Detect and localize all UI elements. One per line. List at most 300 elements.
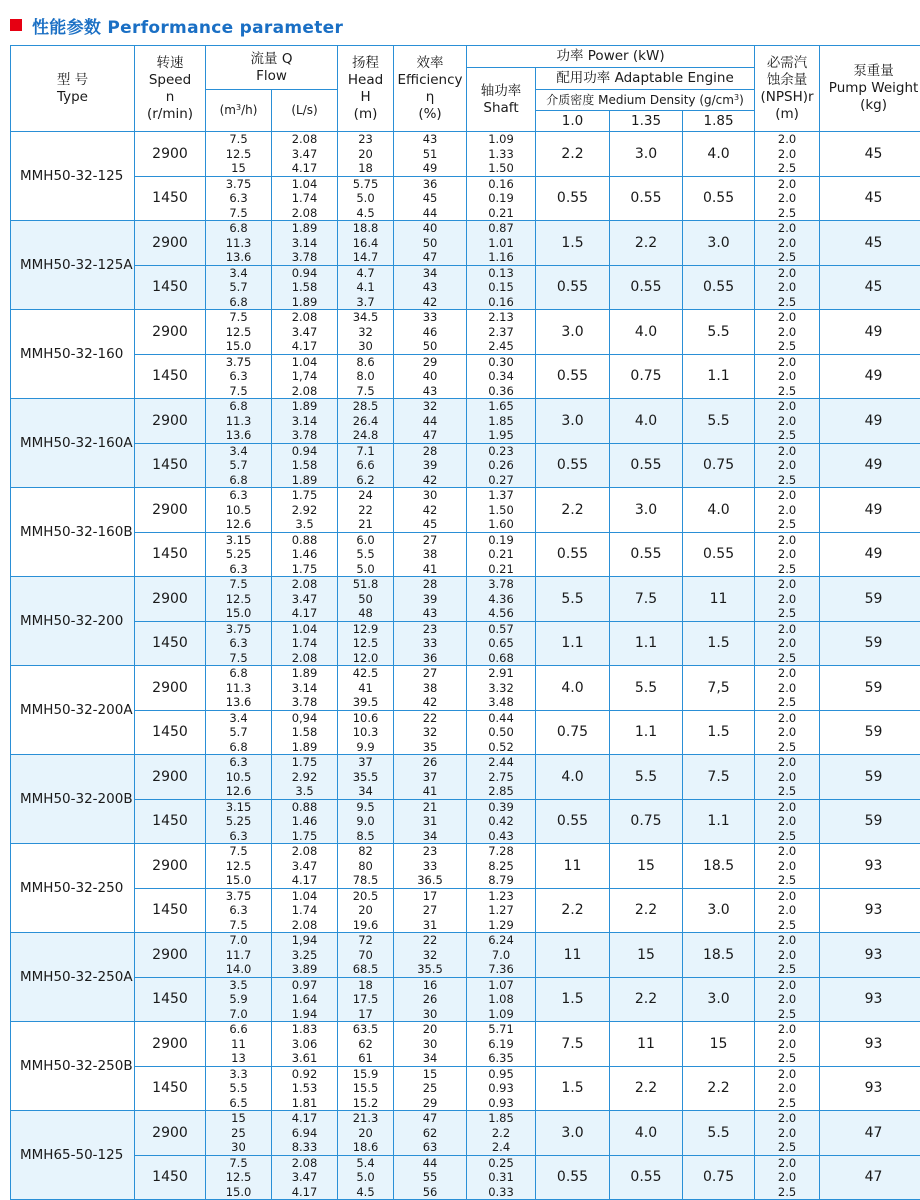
shaft-power-cell-value: 1.08 bbox=[488, 992, 514, 1006]
npsh-header: 必需汽 蚀余量 (NPSH)r (m) bbox=[755, 46, 820, 132]
flow-ls-cell-value: 1.75 bbox=[291, 755, 318, 769]
shaft-power-cell bbox=[467, 1111, 536, 1156]
engine-power-d1-cell: 11 bbox=[536, 844, 610, 889]
efficiency-cell bbox=[394, 354, 467, 399]
efficiency-cell-value: 32 bbox=[422, 725, 438, 739]
flow-ls-cell bbox=[272, 265, 338, 310]
flow-m3h-cell bbox=[206, 443, 272, 488]
efficiency-cell-value: 28 bbox=[422, 443, 438, 458]
flow-ls-cell-value: 1.89 bbox=[291, 739, 318, 754]
engine-power-d2-cell: 1.1 bbox=[610, 710, 683, 755]
engine-power-d1-cell: 0.75 bbox=[536, 710, 610, 755]
efficiency-cell-value: 29 bbox=[422, 1095, 438, 1110]
npsh-cell-value: 2.0 bbox=[777, 814, 797, 828]
model-name-cell: MMH50-32-200B bbox=[11, 755, 135, 844]
npsh-cell-value: 2.0 bbox=[777, 1022, 797, 1036]
flow-ls-cell-value: 2.92 bbox=[291, 769, 318, 784]
head-cell-value: 8.5 bbox=[356, 828, 375, 843]
head-cell-value: 7.1 bbox=[356, 443, 375, 458]
npsh-cell-value: 2.0 bbox=[777, 888, 797, 903]
table-row bbox=[11, 1022, 920, 1067]
efficiency-cell-value: 40 bbox=[422, 369, 438, 383]
head-cell bbox=[338, 1155, 394, 1200]
efficiency-cell-value: 27 bbox=[422, 903, 438, 917]
efficiency-cell-value: 43 bbox=[422, 280, 438, 294]
efficiency-cell bbox=[394, 933, 467, 978]
flow-ls-cell-value: 3.5 bbox=[295, 517, 314, 531]
flow-m3h-cell-value: 7.5 bbox=[229, 132, 248, 146]
flow-m3h-cell-value: 6.3 bbox=[229, 828, 248, 843]
flow-ls-cell-value: 4.17 bbox=[291, 1184, 318, 1199]
engine-power-d2-cell: 0.55 bbox=[610, 265, 683, 310]
head-cell-value: 6.0 bbox=[356, 532, 375, 547]
engine-power-d3-cell: 18.5 bbox=[683, 844, 755, 889]
engine-power-d1-cell: 1.1 bbox=[536, 621, 610, 666]
npsh-cell-value: 2.0 bbox=[777, 324, 797, 339]
efficiency-cell-value: 21 bbox=[422, 799, 438, 814]
flow-m3h-cell-value: 7.5 bbox=[229, 1155, 248, 1170]
npsh-cell-value: 2.0 bbox=[777, 844, 797, 858]
head-cell-value: 5.0 bbox=[356, 1170, 375, 1184]
head-cell bbox=[338, 710, 394, 755]
flow-m3h-cell bbox=[206, 310, 272, 355]
speed-cell: 2900 bbox=[135, 755, 206, 800]
head-cell bbox=[338, 933, 394, 978]
flow-ls-cell bbox=[272, 888, 338, 933]
shaft-power-cell-value: 4.36 bbox=[488, 591, 514, 606]
flow-m3h-cell-value: 6.5 bbox=[229, 1095, 248, 1110]
efficiency-cell-value: 30 bbox=[422, 1006, 438, 1021]
speed-header: 转速 Speed n (r/min) bbox=[135, 46, 206, 132]
efficiency-cell bbox=[394, 577, 467, 622]
npsh-cell bbox=[755, 354, 820, 399]
flow-ls-cell-value: 1.58 bbox=[291, 458, 318, 472]
shaft-power-cell-value: 0.36 bbox=[488, 383, 514, 398]
flow-m3h-cell bbox=[206, 755, 272, 800]
flow-ls-cell-value: 0.94 bbox=[291, 265, 318, 280]
flow-m3h-cell-value: 5.9 bbox=[229, 992, 248, 1006]
flow-ls-cell bbox=[272, 977, 338, 1022]
efficiency-cell-value: 27 bbox=[422, 666, 438, 680]
npsh-cell-value: 2.5 bbox=[777, 205, 797, 220]
efficiency-cell-value: 46 bbox=[422, 324, 438, 339]
weight-header: 泵重量 Pump Weight (kg) bbox=[820, 46, 920, 132]
table-row bbox=[11, 1111, 920, 1156]
shaft-power-cell bbox=[467, 354, 536, 399]
table-row bbox=[11, 621, 920, 666]
flow-ls-cell-value: 3.61 bbox=[291, 1051, 318, 1065]
flow-m3h-cell-value: 3.4 bbox=[229, 443, 248, 458]
shaft-power-cell-value: 2.75 bbox=[488, 769, 514, 784]
efficiency-cell-value: 62 bbox=[422, 1125, 438, 1140]
title-text bbox=[32, 13, 343, 38]
efficiency-cell-value: 22 bbox=[422, 933, 438, 947]
efficiency-cell-value: 43 bbox=[422, 606, 438, 620]
flow-m3h-cell-value: 10.5 bbox=[225, 769, 252, 784]
head-cell bbox=[338, 399, 394, 444]
table-row bbox=[11, 844, 920, 889]
speed-cell: 1450 bbox=[135, 176, 206, 221]
table-row bbox=[11, 977, 920, 1022]
flow-m3h-cell-value: 12.6 bbox=[225, 517, 252, 531]
flow-ls-cell-value: 1.89 bbox=[291, 221, 318, 235]
npsh-cell-value: 2.5 bbox=[777, 1051, 797, 1065]
head-cell-value: 14.7 bbox=[352, 250, 379, 264]
engine-power-d3-cell: 0.55 bbox=[683, 176, 755, 221]
shaft-power-cell-value: 1.85 bbox=[488, 1111, 514, 1125]
npsh-cell-value: 2.5 bbox=[777, 383, 797, 398]
shaft-power-cell-value: 3.78 bbox=[488, 577, 514, 591]
head-cell-value: 15.9 bbox=[352, 1066, 379, 1081]
flow-m3h-cell-value: 12.5 bbox=[225, 146, 252, 161]
engine-power-d1-cell: 1.5 bbox=[536, 977, 610, 1022]
engine-power-d2-cell: 2.2 bbox=[610, 1066, 683, 1111]
head-cell-value: 30 bbox=[358, 339, 373, 353]
efficiency-cell-value: 35.5 bbox=[417, 962, 443, 976]
pump-weight-cell: 59 bbox=[820, 755, 920, 800]
head-cell-value: 20 bbox=[358, 1125, 373, 1140]
shaft-power-cell-value: 1.95 bbox=[488, 428, 514, 442]
shaft-power-cell-value: 7.28 bbox=[488, 844, 514, 858]
flow-ls-cell-value: 1.89 bbox=[291, 294, 318, 309]
pump-weight-cell: 45 bbox=[820, 176, 920, 221]
shaft-power-cell-value: 0.34 bbox=[488, 369, 514, 383]
speed-cell: 2900 bbox=[135, 844, 206, 889]
flow-m3h-cell-value: 6.3 bbox=[229, 488, 248, 502]
shaft-power-cell-value: 0.87 bbox=[488, 221, 514, 235]
npsh-cell-value: 2.0 bbox=[777, 1036, 797, 1051]
flow-ls-cell bbox=[272, 1155, 338, 1200]
efficiency-cell-value: 31 bbox=[422, 814, 438, 828]
npsh-cell-value: 2.0 bbox=[777, 947, 797, 962]
speed-cell: 2900 bbox=[135, 221, 206, 266]
engine-power-d3-cell: 1.1 bbox=[683, 354, 755, 399]
engine-power-d2-cell: 0.55 bbox=[610, 1155, 683, 1200]
head-cell-value: 5.0 bbox=[356, 191, 375, 205]
flow-ls-cell-value: 3.47 bbox=[291, 858, 318, 873]
shaft-power-cell-value: 0.21 bbox=[488, 547, 514, 561]
flow-ls-cell-value: 1.75 bbox=[291, 488, 318, 502]
head-cell bbox=[338, 1066, 394, 1111]
head-cell-value: 3.7 bbox=[356, 294, 375, 309]
flow-m3h-cell-value: 12.5 bbox=[225, 858, 252, 873]
head-cell bbox=[338, 1111, 394, 1156]
npsh-cell-value: 2.5 bbox=[777, 739, 797, 754]
efficiency-cell-value: 26 bbox=[422, 992, 438, 1006]
flow-ls-cell bbox=[272, 310, 338, 355]
npsh-cell-value: 2.5 bbox=[777, 962, 797, 976]
flow-m3h-cell-value: 15.0 bbox=[225, 606, 252, 620]
head-cell-value: 26.4 bbox=[352, 413, 379, 428]
model-name-cell: MMH50-32-160 bbox=[11, 310, 135, 399]
efficiency-cell-value: 27 bbox=[422, 532, 438, 547]
flow-ls-cell-value: 1.04 bbox=[291, 621, 318, 636]
efficiency-cell-value: 16 bbox=[422, 977, 438, 992]
npsh-cell-value: 2.0 bbox=[777, 146, 797, 161]
shaft-power-cell-value: 6.24 bbox=[488, 933, 514, 947]
flow-ls-cell-value: 3.78 bbox=[291, 250, 318, 264]
shaft-power-cell-value: 1.23 bbox=[488, 888, 514, 903]
head-cell-value: 63.5 bbox=[352, 1022, 379, 1036]
engine-power-d1-cell: 0.55 bbox=[536, 176, 610, 221]
table-row bbox=[11, 710, 920, 755]
model-name-cell: MMH50-32-200 bbox=[11, 577, 135, 666]
flow-ls-cell-value: 3.47 bbox=[291, 1170, 318, 1184]
shaft-power-cell-value: 0.21 bbox=[488, 561, 514, 576]
shaft-power-cell-value: 0.23 bbox=[488, 443, 514, 458]
engine-power-d2-cell: 0.55 bbox=[610, 176, 683, 221]
engine-power-d3-cell: 4.0 bbox=[683, 132, 755, 177]
head-cell-value: 10.6 bbox=[352, 710, 379, 725]
efficiency-cell-value: 38 bbox=[422, 547, 438, 561]
shaft-power-cell-value: 0.93 bbox=[488, 1095, 514, 1110]
engine-power-d1-cell: 0.55 bbox=[536, 532, 610, 577]
npsh-cell-value: 2.0 bbox=[777, 636, 797, 650]
engine-power-d1-cell: 2.2 bbox=[536, 132, 610, 177]
flow-ls-cell bbox=[272, 532, 338, 577]
flow-ls-cell-value: 1.83 bbox=[291, 1022, 318, 1036]
engine-power-d3-cell: 1.1 bbox=[683, 799, 755, 844]
head-cell bbox=[338, 621, 394, 666]
head-cell bbox=[338, 132, 394, 177]
head-cell-value: 62 bbox=[358, 1036, 373, 1051]
table-row bbox=[11, 1155, 920, 1200]
shaft-power-cell bbox=[467, 443, 536, 488]
head-cell-value: 5.4 bbox=[356, 1155, 375, 1170]
flow-m3h-cell bbox=[206, 176, 272, 221]
engine-power-d2-cell: 3.0 bbox=[610, 488, 683, 533]
shaft-power-cell-value: 1.33 bbox=[488, 146, 514, 161]
efficiency-cell bbox=[394, 132, 467, 177]
engine-power-d1-cell: 0.55 bbox=[536, 354, 610, 399]
table-row bbox=[11, 399, 920, 444]
flow-m3h-cell bbox=[206, 488, 272, 533]
shaft-power-cell-value: 1.16 bbox=[488, 250, 514, 264]
engine-power-d2-cell: 2.2 bbox=[610, 888, 683, 933]
shaft-power-cell bbox=[467, 888, 536, 933]
speed-cell: 2900 bbox=[135, 132, 206, 177]
flow-m3h-cell-value: 6.3 bbox=[229, 369, 248, 383]
speed-cell: 2900 bbox=[135, 933, 206, 978]
model-name-cell: MMH50-32-125 bbox=[11, 132, 135, 221]
shaft-power-cell-value: 0.57 bbox=[488, 621, 514, 636]
flow-m3h-cell-value: 7.5 bbox=[229, 205, 248, 220]
shaft-power-cell bbox=[467, 1155, 536, 1200]
head-cell-value: 8.0 bbox=[356, 369, 375, 383]
efficiency-cell-value: 43 bbox=[422, 132, 438, 146]
npsh-cell bbox=[755, 755, 820, 800]
flow-m3h-cell-value: 5.7 bbox=[229, 280, 248, 294]
density-1-header: 1.0 bbox=[536, 111, 610, 132]
flow-ls-cell-value: 0,94 bbox=[291, 710, 318, 725]
efficiency-cell bbox=[394, 977, 467, 1022]
flow-m3h-cell-value: 7.5 bbox=[229, 844, 248, 858]
head-cell bbox=[338, 443, 394, 488]
pump-weight-cell: 49 bbox=[820, 443, 920, 488]
shaft-power-cell-value: 6.19 bbox=[488, 1036, 514, 1051]
npsh-cell bbox=[755, 888, 820, 933]
model-name-cell: MMH50-32-250A bbox=[11, 933, 135, 1022]
efficiency-cell-value: 15 bbox=[422, 1066, 438, 1081]
head-cell bbox=[338, 221, 394, 266]
shaft-power-header: 轴功率 Shaft bbox=[467, 68, 536, 132]
flow-ls-cell bbox=[272, 132, 338, 177]
npsh-cell-value: 2.0 bbox=[777, 280, 797, 294]
head-cell-value: 61 bbox=[358, 1051, 373, 1065]
head-cell-value: 28.5 bbox=[352, 399, 379, 413]
head-cell-value: 22 bbox=[358, 502, 373, 517]
table-row bbox=[11, 488, 920, 533]
shaft-power-cell-value: 0.93 bbox=[488, 1081, 514, 1095]
table-row bbox=[11, 221, 920, 266]
shaft-power-cell-value: 1.50 bbox=[488, 161, 514, 175]
efficiency-cell-value: 35 bbox=[422, 739, 438, 754]
flow-m3h-cell-value: 3.75 bbox=[225, 354, 252, 369]
head-cell-value: 39.5 bbox=[352, 695, 379, 709]
head-cell-value: 82 bbox=[358, 844, 373, 858]
table-row bbox=[11, 532, 920, 577]
npsh-cell-value: 2.0 bbox=[777, 903, 797, 917]
flow-ls-cell-value: 2.08 bbox=[291, 844, 318, 858]
flow-ls-cell bbox=[272, 666, 338, 711]
npsh-cell-value: 2.0 bbox=[777, 1066, 797, 1081]
engine-power-d1-cell: 5.5 bbox=[536, 577, 610, 622]
head-cell-value: 17.5 bbox=[352, 992, 379, 1006]
flow-ls-cell-value: 3.25 bbox=[291, 947, 318, 962]
flow-ls-cell-value: 1.64 bbox=[291, 992, 318, 1006]
npsh-cell-value: 2.0 bbox=[777, 858, 797, 873]
pump-weight-cell: 49 bbox=[820, 310, 920, 355]
npsh-cell-value: 2.0 bbox=[777, 1170, 797, 1184]
flow-m3h-cell-value: 5.5 bbox=[229, 1081, 248, 1095]
flow-ls-cell-value: 1,94 bbox=[291, 933, 318, 947]
efficiency-cell-value: 51 bbox=[422, 146, 438, 161]
head-cell-value: 6.6 bbox=[356, 458, 375, 472]
shaft-power-cell-value: 1.07 bbox=[488, 977, 514, 992]
head-cell-value: 34 bbox=[358, 784, 373, 798]
shaft-power-cell-value: 1.50 bbox=[488, 502, 514, 517]
shaft-power-cell-value: 0.25 bbox=[488, 1155, 514, 1170]
flow-ls-cell-value: 3.78 bbox=[291, 428, 318, 442]
efficiency-cell-value: 31 bbox=[422, 917, 438, 932]
flow-ls-cell-value: 3.78 bbox=[291, 695, 318, 709]
flow-m3h-cell-value: 7.5 bbox=[229, 650, 248, 665]
efficiency-cell-value: 33 bbox=[422, 310, 438, 324]
flow-m3h-cell-value: 14.0 bbox=[225, 962, 252, 976]
npsh-cell-value: 2.0 bbox=[777, 577, 797, 591]
engine-power-d2-cell: 3.0 bbox=[610, 132, 683, 177]
speed-cell: 1450 bbox=[135, 710, 206, 755]
npsh-cell-value: 2.0 bbox=[777, 977, 797, 992]
efficiency-cell-value: 33 bbox=[422, 858, 438, 873]
shaft-power-cell-value: 0.16 bbox=[488, 294, 514, 309]
efficiency-cell-value: 25 bbox=[422, 1081, 438, 1095]
shaft-power-cell-value: 8.79 bbox=[488, 873, 514, 887]
npsh-cell-value: 2.5 bbox=[777, 517, 797, 531]
shaft-power-cell bbox=[467, 621, 536, 666]
engine-power-d3-cell: 15 bbox=[683, 1022, 755, 1067]
flow-m3h-cell-value: 11 bbox=[231, 1036, 246, 1051]
flow-ls-cell-value: 2.92 bbox=[291, 502, 318, 517]
head-cell-value: 68.5 bbox=[352, 962, 379, 976]
table-row bbox=[11, 176, 920, 221]
flow-m3h-cell-value: 6.8 bbox=[229, 294, 248, 309]
shaft-power-cell-value: 0.26 bbox=[488, 458, 514, 472]
efficiency-cell-value: 38 bbox=[422, 680, 438, 695]
flow-ls-cell-value: 1.89 bbox=[291, 399, 318, 413]
engine-power-d3-cell: 5.5 bbox=[683, 310, 755, 355]
shaft-power-cell-value: 2.44 bbox=[488, 755, 514, 769]
efficiency-cell bbox=[394, 1111, 467, 1156]
head-cell-value: 7.5 bbox=[356, 383, 375, 398]
npsh-cell-value: 2.0 bbox=[777, 1155, 797, 1170]
shaft-power-cell bbox=[467, 1022, 536, 1067]
npsh-cell-value: 2.0 bbox=[777, 354, 797, 369]
model-name-cell: MMH50-32-250 bbox=[11, 844, 135, 933]
flow-m3h-cell-value: 15 bbox=[231, 161, 246, 175]
flow-ls-cell bbox=[272, 176, 338, 221]
table-row bbox=[11, 755, 920, 800]
speed-cell: 2900 bbox=[135, 666, 206, 711]
efficiency-cell bbox=[394, 666, 467, 711]
title-en: Performance parameter bbox=[107, 17, 344, 38]
title-marker-square bbox=[10, 19, 22, 31]
flow-ls-cell-value: 4.17 bbox=[291, 339, 318, 353]
flow-m3h-cell bbox=[206, 221, 272, 266]
npsh-cell bbox=[755, 799, 820, 844]
efficiency-cell bbox=[394, 443, 467, 488]
head-cell bbox=[338, 844, 394, 889]
head-cell-value: 42.5 bbox=[352, 666, 379, 680]
npsh-cell-value: 2.5 bbox=[777, 1184, 797, 1199]
npsh-cell-value: 2.0 bbox=[777, 547, 797, 561]
flow-ls-cell-value: 4.17 bbox=[291, 161, 318, 175]
npsh-cell-value: 2.0 bbox=[777, 799, 797, 814]
engine-power-d3-cell: 2.2 bbox=[683, 1066, 755, 1111]
flow-ls-cell-value: 2.08 bbox=[291, 1155, 318, 1170]
flow-m3h-cell-value: 12.6 bbox=[225, 784, 252, 798]
engine-power-d2-cell: 4.0 bbox=[610, 1111, 683, 1156]
head-cell bbox=[338, 755, 394, 800]
head-cell-value: 35.5 bbox=[352, 769, 379, 784]
shaft-power-cell bbox=[467, 844, 536, 889]
flow-ls-cell-value: 2.08 bbox=[291, 205, 318, 220]
npsh-cell bbox=[755, 221, 820, 266]
engine-power-d2-cell: 11 bbox=[610, 1022, 683, 1067]
engine-power-d3-cell: 0.75 bbox=[683, 1155, 755, 1200]
flow-ls-cell-value: 3.47 bbox=[291, 146, 318, 161]
flow-ls-cell-value: 8.33 bbox=[291, 1140, 318, 1154]
head-cell-value: 34.5 bbox=[352, 310, 379, 324]
npsh-cell-value: 2.5 bbox=[777, 606, 797, 620]
pump-weight-cell: 45 bbox=[820, 221, 920, 266]
speed-cell: 1450 bbox=[135, 621, 206, 666]
efficiency-cell-value: 32 bbox=[422, 947, 438, 962]
efficiency-cell bbox=[394, 888, 467, 933]
efficiency-cell-value: 32 bbox=[422, 399, 438, 413]
flow-m3h-cell-value: 11.3 bbox=[225, 413, 252, 428]
flow-m3h-cell-value: 3.75 bbox=[225, 888, 252, 903]
head-cell-value: 4.5 bbox=[356, 205, 375, 220]
engine-power-d3-cell: 3.0 bbox=[683, 977, 755, 1022]
npsh-cell-value: 2.0 bbox=[777, 710, 797, 725]
head-cell bbox=[338, 488, 394, 533]
engine-power-d1-cell: 3.0 bbox=[536, 399, 610, 444]
head-cell bbox=[338, 577, 394, 622]
npsh-cell-value: 2.0 bbox=[777, 666, 797, 680]
npsh-cell-value: 2.0 bbox=[777, 443, 797, 458]
shaft-power-cell-value: 0.42 bbox=[488, 814, 514, 828]
